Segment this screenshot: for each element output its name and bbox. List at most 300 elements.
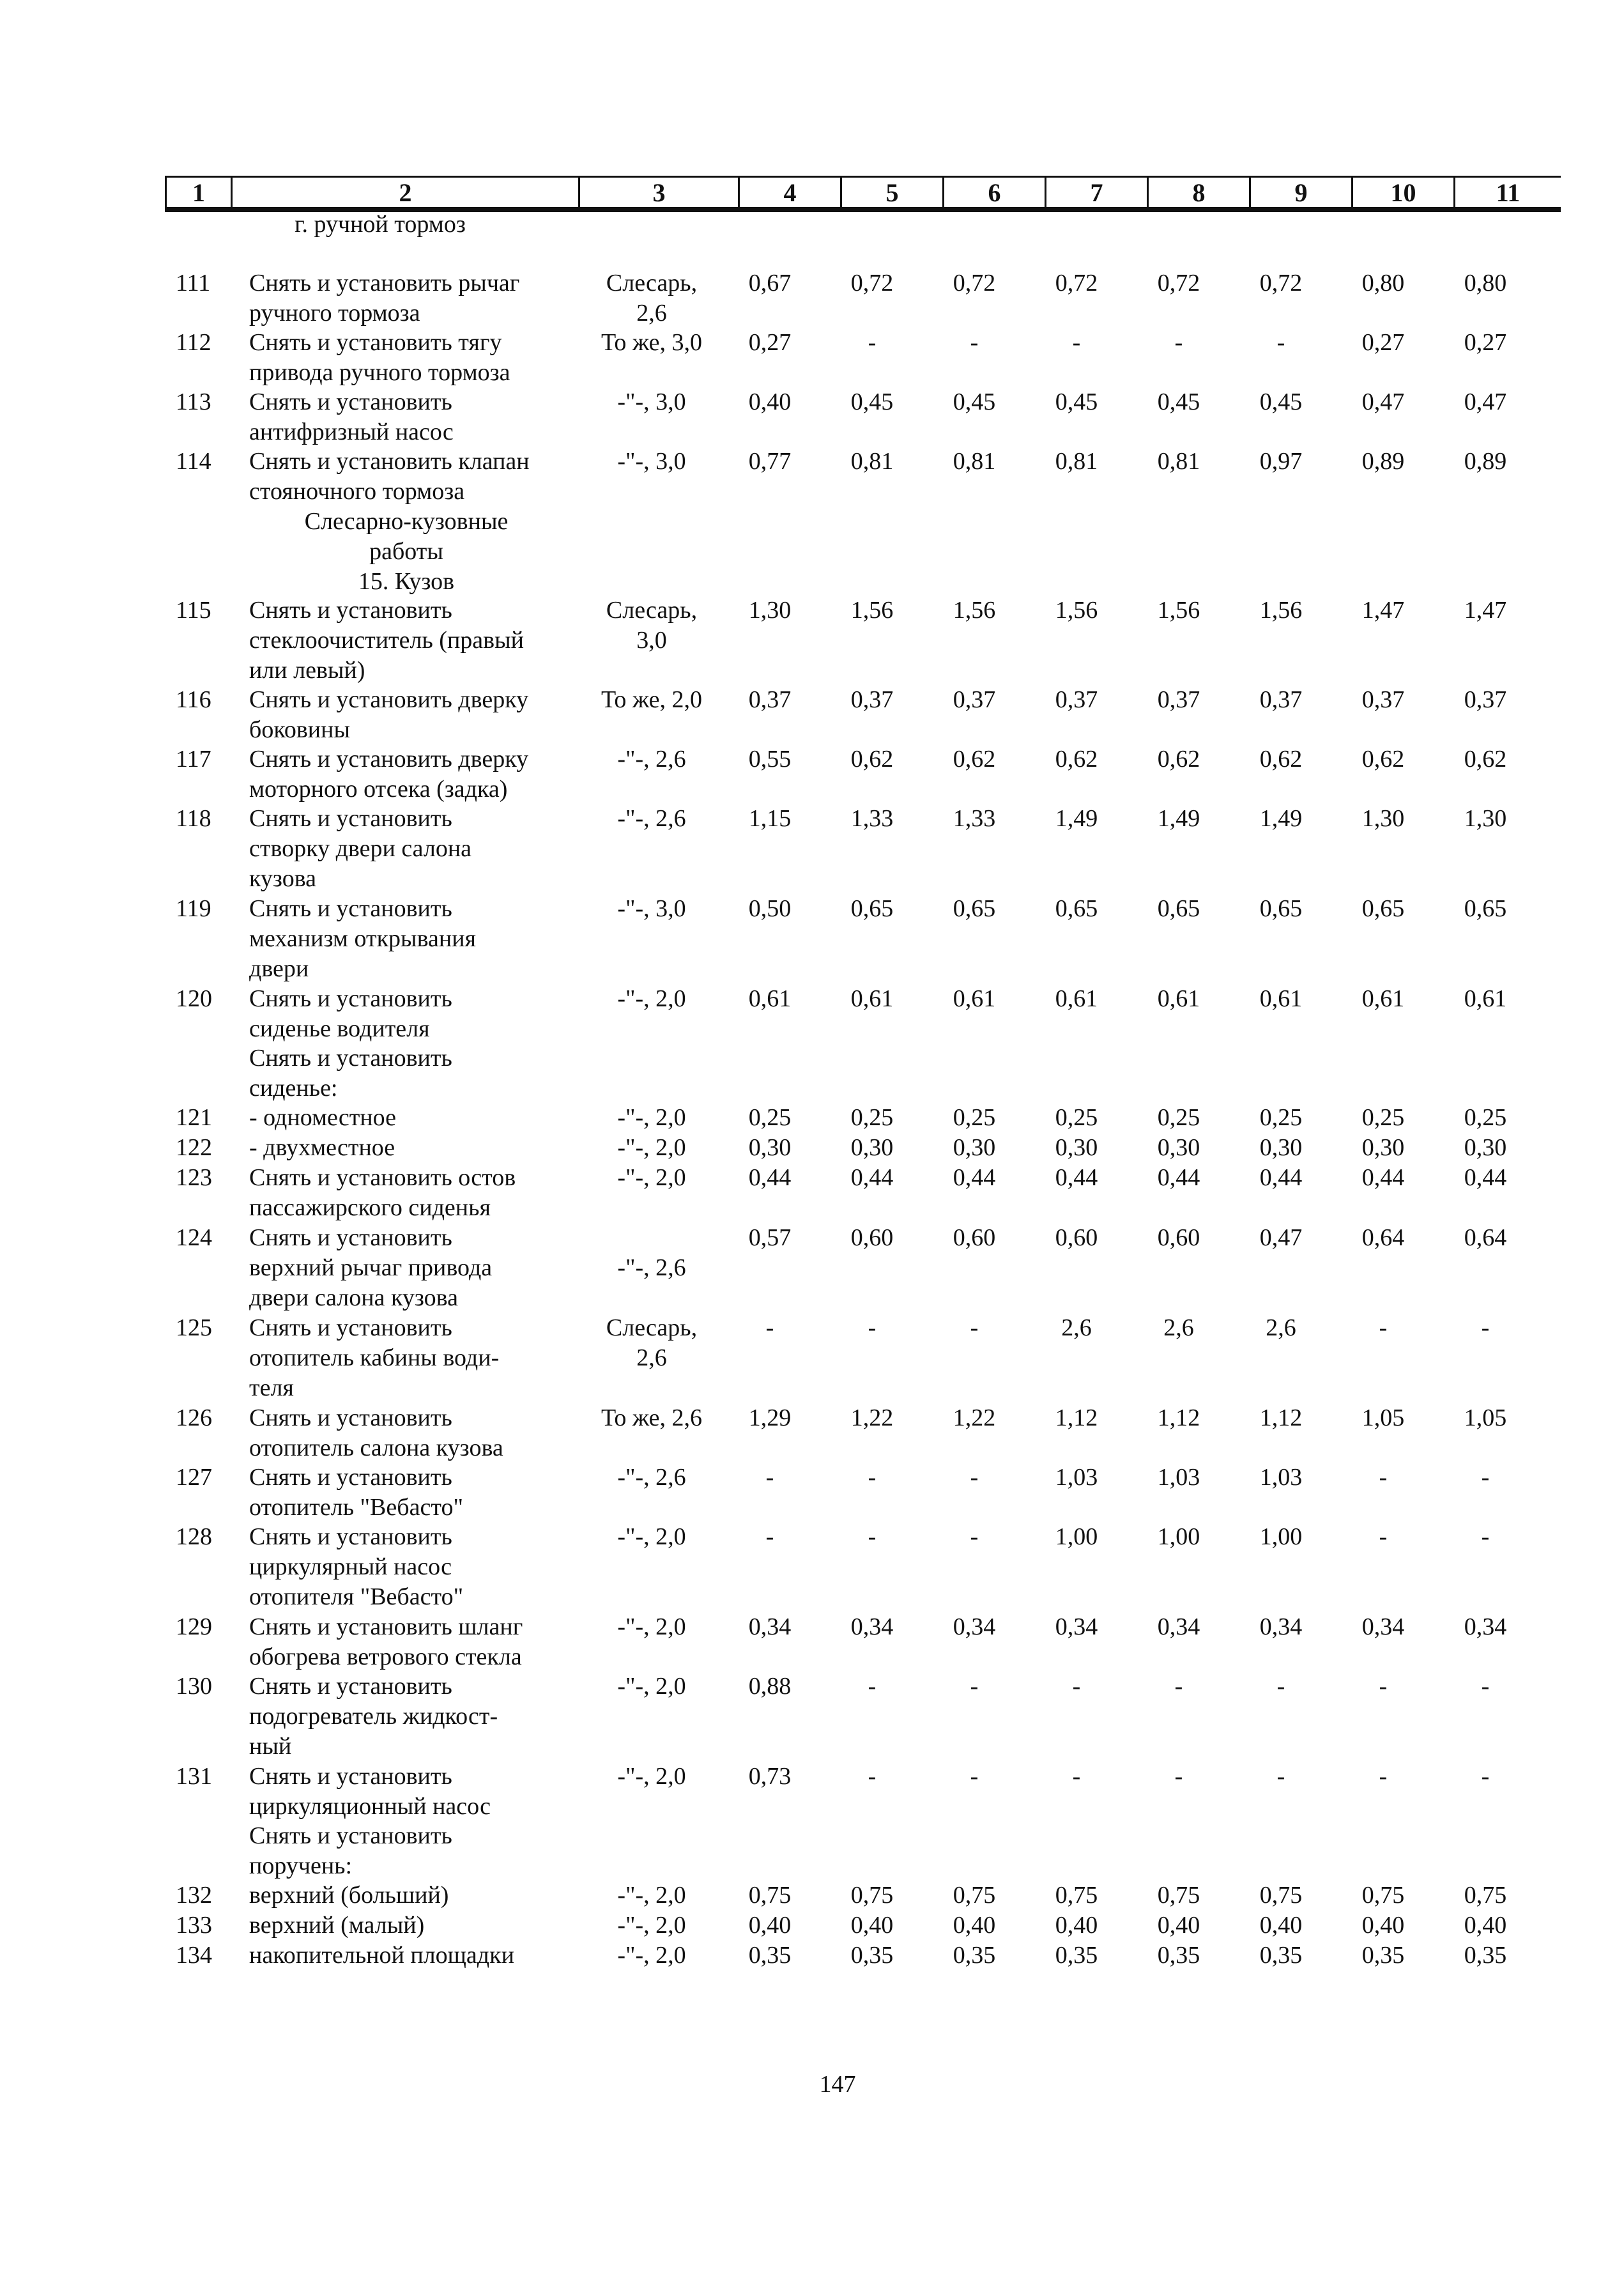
norm-value-col-10: 1,05 <box>1361 1404 1405 1431</box>
norm-value-col-8: 2,6 <box>1163 1314 1194 1341</box>
operation-description-line: стояночного тормоза <box>249 478 465 505</box>
header-col-4: 4 <box>738 176 842 209</box>
norm-value-col-5: 0,60 <box>850 1224 894 1251</box>
operation-description-line: створку двери салона <box>249 835 472 862</box>
norm-value-col-11: 1,05 <box>1464 1404 1507 1431</box>
norm-value-col-9: 0,34 <box>1259 1613 1303 1640</box>
worker-category <box>588 596 716 656</box>
operation-description-line: верхний рычаг привода <box>249 1254 493 1281</box>
norm-value-col-9: 1,56 <box>1259 597 1303 624</box>
worker-category-line: -"-, 3,0 <box>617 895 686 922</box>
row-number: 125 <box>176 1314 212 1341</box>
norm-value-col-8: 0,81 <box>1157 448 1200 475</box>
operation-description <box>249 685 563 745</box>
norm-value-col-8: 0,44 <box>1157 1164 1200 1191</box>
header-col-3: 3 <box>578 176 740 209</box>
norm-value-col-6: 0,62 <box>953 746 996 773</box>
norm-value-col-10: - <box>1379 1314 1388 1341</box>
operation-description-line: верхний (малый) <box>249 1912 425 1939</box>
norm-value-col-8: 1,03 <box>1157 1464 1200 1491</box>
worker-category <box>588 1612 716 1642</box>
operation-description <box>249 894 563 984</box>
row-number: 131 <box>176 1763 212 1790</box>
norm-value-col-11: 0,34 <box>1464 1613 1507 1640</box>
norm-value-col-10: 0,62 <box>1361 746 1405 773</box>
worker-category-line: -"-, 3,0 <box>617 448 686 475</box>
operation-description-line: Снять и установить остов <box>249 1164 516 1191</box>
operation-description-line: теля <box>249 1374 294 1401</box>
operation-description-line: - одноместное <box>249 1104 397 1131</box>
worker-category-line: -"-, 2,0 <box>617 1912 686 1939</box>
norm-value-col-6: - <box>970 1523 979 1550</box>
operation-description-line: Снять и установить <box>249 1763 452 1790</box>
worker-category-line: -"-, 2,0 <box>617 1613 686 1640</box>
worker-category-line: -"-, 2,6 <box>617 746 686 773</box>
norm-value-col-5: 0,45 <box>850 388 894 415</box>
operation-description <box>249 596 563 686</box>
norm-value-col-7: 0,44 <box>1055 1164 1098 1191</box>
norm-value-col-11: - <box>1481 1673 1490 1700</box>
worker-category-line: 2,6 <box>636 300 667 327</box>
norm-value-col-11: 1,47 <box>1464 597 1507 624</box>
norm-value-col-8: 1,12 <box>1157 1404 1200 1431</box>
norm-value-col-10: 0,30 <box>1361 1134 1405 1161</box>
norm-value-col-8: 0,37 <box>1157 686 1200 713</box>
norm-value-col-11: 0,64 <box>1464 1224 1507 1251</box>
worker-category <box>588 1463 716 1493</box>
operation-description <box>249 1881 563 1911</box>
norm-value-col-7: 0,34 <box>1055 1613 1098 1640</box>
worker-category-line: Слесарь, <box>606 1314 698 1341</box>
worker-category <box>588 1941 716 1971</box>
norm-value-col-6: - <box>970 1763 979 1790</box>
operation-description-line: Снять и установить клапан <box>249 448 530 475</box>
norm-value-col-9: 0,40 <box>1259 1912 1303 1939</box>
operation-description-line: циркулярный насос <box>249 1553 452 1580</box>
norm-value-col-7: 0,65 <box>1055 895 1098 922</box>
row-number: 132 <box>176 1882 212 1909</box>
norm-value-col-8: 0,72 <box>1157 270 1200 296</box>
norm-value-col-5: 0,72 <box>850 270 894 296</box>
row-number: 123 <box>176 1164 212 1191</box>
operation-description-line: поручень: <box>249 1852 353 1879</box>
norm-value-col-7: 0,81 <box>1055 448 1098 475</box>
norm-value-col-6: 0,65 <box>953 895 996 922</box>
norm-value-col-10: 0,61 <box>1361 985 1405 1012</box>
norm-value-col-9: - <box>1276 329 1285 356</box>
norm-value-col-6: 1,22 <box>953 1404 996 1431</box>
header-col-11: 11 <box>1453 176 1561 209</box>
norm-value-col-9: - <box>1276 1673 1285 1700</box>
row-number: 126 <box>176 1404 212 1431</box>
norm-value-col-6: 0,37 <box>953 686 996 713</box>
worker-category <box>588 447 716 477</box>
worker-category <box>588 804 716 834</box>
operation-description <box>249 387 563 447</box>
operation-description <box>249 1612 563 1672</box>
norm-value-col-6: - <box>970 1314 979 1341</box>
worker-category <box>588 1313 716 1373</box>
operation-description-line: ный <box>249 1733 292 1760</box>
norm-value-col-6: - <box>970 1673 979 1700</box>
operation-description <box>249 268 563 328</box>
worker-category <box>588 268 716 328</box>
norm-value-col-4: 0,40 <box>748 1912 792 1939</box>
row-number: 122 <box>176 1134 212 1161</box>
operation-description <box>249 1223 563 1313</box>
norm-value-col-9: - <box>1276 1763 1285 1790</box>
norm-value-col-11: 0,80 <box>1464 270 1507 296</box>
norm-value-col-6: 0,30 <box>953 1134 996 1161</box>
operation-description <box>249 1043 563 1104</box>
norm-value-col-4: 0,77 <box>748 448 792 475</box>
norm-value-col-4: 0,88 <box>748 1673 792 1700</box>
norm-value-col-7: 0,45 <box>1055 388 1098 415</box>
header-col-9: 9 <box>1249 176 1353 209</box>
norm-value-col-5: 0,62 <box>850 746 894 773</box>
norm-value-col-11: 0,65 <box>1464 895 1507 922</box>
norm-value-col-11: 0,61 <box>1464 985 1507 1012</box>
worker-category <box>588 1223 716 1283</box>
norm-value-col-9: 0,97 <box>1259 448 1303 475</box>
norm-value-col-5: 1,56 <box>850 597 894 624</box>
operation-description-line: подогреватель жидкост- <box>249 1703 498 1730</box>
norm-value-col-7: 1,49 <box>1055 805 1098 832</box>
operation-description-line: боковины <box>249 716 351 743</box>
norm-value-col-8: - <box>1174 1763 1183 1790</box>
row-number: 113 <box>176 388 211 415</box>
norm-value-col-9: 0,75 <box>1259 1882 1303 1909</box>
norm-value-col-6: - <box>970 1464 979 1491</box>
operation-description-line: механизм открывания <box>249 925 477 952</box>
norm-value-col-4: 0,67 <box>748 270 792 296</box>
norm-value-col-11: 1,30 <box>1464 805 1507 832</box>
header-col-2: 2 <box>231 176 580 209</box>
norm-value-col-6: 0,81 <box>953 448 996 475</box>
row-number: 111 <box>176 270 211 296</box>
operation-description-line: стеклоочиститель (правый <box>249 627 524 654</box>
norm-value-col-8: - <box>1174 1673 1183 1700</box>
header-col-8: 8 <box>1147 176 1251 209</box>
norm-value-col-10: - <box>1379 1523 1388 1550</box>
norm-value-col-10: 0,65 <box>1361 895 1405 922</box>
norm-value-col-4: - <box>765 1464 774 1491</box>
norm-value-col-4: 0,30 <box>748 1134 792 1161</box>
worker-category-line: -"-, 2,0 <box>617 1763 686 1790</box>
worker-category <box>588 744 716 774</box>
norm-value-col-4: 0,27 <box>748 329 792 356</box>
worker-category <box>588 1522 716 1552</box>
norm-value-col-7: 0,72 <box>1055 270 1098 296</box>
operation-description <box>249 1672 563 1762</box>
norm-value-col-4: 0,25 <box>748 1104 792 1131</box>
row-number: 118 <box>176 805 211 832</box>
worker-category <box>588 1881 716 1911</box>
worker-category-line: -"-, 2,0 <box>617 1104 686 1131</box>
worker-category-line: -"-, 2,0 <box>617 985 686 1012</box>
norm-value-col-11: - <box>1481 1523 1490 1550</box>
norm-value-col-6: 1,56 <box>953 597 996 624</box>
row-number: 117 <box>176 746 211 773</box>
worker-category-line: -"-, 2,6 <box>617 1254 686 1281</box>
norm-value-col-11: 0,35 <box>1464 1942 1507 1969</box>
norm-value-col-5: 0,44 <box>850 1164 894 1191</box>
norm-value-col-9: 0,65 <box>1259 895 1303 922</box>
norm-value-col-5: 0,75 <box>850 1882 894 1909</box>
operation-description-line: Снять и установить <box>249 895 452 922</box>
header-col-1: 1 <box>165 176 233 209</box>
norm-value-col-5: 0,34 <box>850 1613 894 1640</box>
norm-value-col-11: - <box>1481 1763 1490 1790</box>
norm-value-col-7: 1,03 <box>1055 1464 1098 1491</box>
norm-value-col-6: 0,61 <box>953 985 996 1012</box>
norm-value-col-9: 0,45 <box>1259 388 1303 415</box>
worker-category-line: -"-, 2,0 <box>617 1164 686 1191</box>
norm-value-col-5: 1,22 <box>850 1404 894 1431</box>
norm-value-col-10: - <box>1379 1763 1388 1790</box>
worker-category <box>588 894 716 924</box>
norm-value-col-7: 0,37 <box>1055 686 1098 713</box>
norm-value-col-7: - <box>1072 1673 1081 1700</box>
worker-category-line <box>588 1223 716 1253</box>
norm-value-col-10: 0,35 <box>1361 1942 1405 1969</box>
norm-value-col-5: 0,30 <box>850 1134 894 1161</box>
norm-value-col-5: 0,40 <box>850 1912 894 1939</box>
norm-value-col-8: 0,75 <box>1157 1882 1200 1909</box>
norm-value-col-9: 0,47 <box>1259 1224 1303 1251</box>
norm-value-col-4: 0,50 <box>748 895 792 922</box>
norm-value-col-9: 0,72 <box>1259 270 1303 296</box>
norm-value-col-8: 0,35 <box>1157 1942 1200 1969</box>
operation-description <box>249 1522 563 1612</box>
worker-category <box>588 1672 716 1702</box>
row-number: 127 <box>176 1464 212 1491</box>
norm-value-col-9: 2,6 <box>1266 1314 1296 1341</box>
row-number: 112 <box>176 329 211 356</box>
norm-value-col-11: 0,47 <box>1464 388 1507 415</box>
norm-value-col-7: 0,25 <box>1055 1104 1098 1131</box>
norm-value-col-6: 0,40 <box>953 1912 996 1939</box>
norm-value-col-7: 0,60 <box>1055 1224 1098 1251</box>
operation-description-line: Снять и установить рычаг <box>249 270 520 296</box>
header-col-10: 10 <box>1351 176 1455 209</box>
norm-value-col-10: 1,47 <box>1361 597 1405 624</box>
norm-value-col-6: 0,34 <box>953 1613 996 1640</box>
operation-description <box>249 1103 563 1133</box>
norm-value-col-7: 1,00 <box>1055 1523 1098 1550</box>
norm-value-col-7: 0,62 <box>1055 746 1098 773</box>
worker-category <box>588 1103 716 1133</box>
norm-value-col-9: 1,49 <box>1259 805 1303 832</box>
operation-description-line: пассажирского сиденья <box>249 1194 491 1221</box>
worker-category-line: -"-, 2,0 <box>617 1134 686 1161</box>
operation-description-line: Снять и установить <box>249 985 452 1012</box>
norm-value-col-10: 0,80 <box>1361 270 1405 296</box>
norm-value-col-7: 1,56 <box>1055 597 1098 624</box>
operation-description-line: отопитель кабины води- <box>249 1344 500 1371</box>
operation-description-line: Снять и установить дверку <box>249 686 529 713</box>
section-body-works-line-3: 15. Кузов <box>358 568 455 595</box>
norm-value-col-7: 2,6 <box>1061 1314 1092 1341</box>
norm-value-col-4: 1,29 <box>748 1404 792 1431</box>
norm-value-col-11: 0,89 <box>1464 448 1507 475</box>
norm-value-col-4: 0,34 <box>748 1613 792 1640</box>
operation-description-line: Снять и установить тягу <box>249 329 502 356</box>
norm-value-col-8: 0,62 <box>1157 746 1200 773</box>
norm-value-col-8: 0,65 <box>1157 895 1200 922</box>
operation-description-line: Снять и установить <box>249 1404 452 1431</box>
norm-value-col-11: - <box>1481 1314 1490 1341</box>
norm-value-col-7: 0,40 <box>1055 1912 1098 1939</box>
norm-value-col-5: - <box>868 1673 877 1700</box>
norm-value-col-9: 1,12 <box>1259 1404 1303 1431</box>
operation-description <box>249 1463 563 1523</box>
operation-description <box>249 1821 563 1881</box>
operation-description-line: двери <box>249 955 309 982</box>
norm-value-col-5: 1,33 <box>850 805 894 832</box>
norm-value-col-5: 0,35 <box>850 1942 894 1969</box>
norm-value-col-4: 1,15 <box>748 805 792 832</box>
norm-value-col-4: - <box>765 1523 774 1550</box>
operation-description-line: Снять и установить <box>249 1673 452 1700</box>
operation-description-line: - двухместное <box>249 1134 395 1161</box>
row-number: 115 <box>176 597 211 624</box>
norm-value-col-10: 0,64 <box>1361 1224 1405 1251</box>
row-number: 120 <box>176 985 212 1012</box>
row-number: 114 <box>176 448 211 475</box>
norm-value-col-9: 1,03 <box>1259 1464 1303 1491</box>
column-number-header <box>165 176 1561 213</box>
operation-description-line: Снять и установить <box>249 1314 452 1341</box>
operation-description-line: Снять и установить <box>249 1523 452 1550</box>
operation-description <box>249 1941 563 1971</box>
worker-category-line: -"-, 2,6 <box>617 1464 686 1491</box>
operation-description-line: Снять и установить <box>249 1464 452 1491</box>
worker-category <box>588 1133 716 1163</box>
worker-category-line: -"-, 2,6 <box>617 805 686 832</box>
norm-value-col-6: - <box>970 329 979 356</box>
norm-value-col-8: 0,45 <box>1157 388 1200 415</box>
worker-category <box>588 1762 716 1792</box>
norm-value-col-9: 1,00 <box>1259 1523 1303 1550</box>
norm-value-col-4: 0,57 <box>748 1224 792 1251</box>
operation-description-line: обогрева ветрового стекла <box>249 1643 522 1670</box>
norm-value-col-6: 0,75 <box>953 1882 996 1909</box>
header-col-5: 5 <box>840 176 944 209</box>
norm-value-col-4: 0,55 <box>748 746 792 773</box>
worker-category-line: -"-, 2,0 <box>617 1882 686 1909</box>
norm-value-col-6: 0,44 <box>953 1164 996 1191</box>
operation-description-line: отопителя "Вебасто" <box>249 1583 464 1610</box>
norm-value-col-8: 0,40 <box>1157 1912 1200 1939</box>
norm-value-col-4: 1,30 <box>748 597 792 624</box>
norm-value-col-6: 1,33 <box>953 805 996 832</box>
operation-description-line: Снять и установить <box>249 1822 452 1849</box>
operation-description-line: Снять и установить <box>249 805 452 832</box>
norm-value-col-7: 0,35 <box>1055 1942 1098 1969</box>
norm-value-col-5: 0,65 <box>850 895 894 922</box>
worker-category <box>588 387 716 417</box>
worker-category-line: То же, 2,6 <box>601 1404 702 1431</box>
norm-value-col-11: 0,37 <box>1464 686 1507 713</box>
norm-value-col-10: - <box>1379 1673 1388 1700</box>
operation-description <box>249 1133 563 1163</box>
norm-value-col-4: - <box>765 1314 774 1341</box>
row-number: 119 <box>176 895 211 922</box>
norm-value-col-6: 0,72 <box>953 270 996 296</box>
norm-value-col-5: - <box>868 329 877 356</box>
row-number: 129 <box>176 1613 212 1640</box>
section-hand-brake: г. ручной тормоз <box>295 211 466 238</box>
worker-category-line: Слесарь, <box>606 270 698 296</box>
norm-value-col-10: 0,47 <box>1361 388 1405 415</box>
operation-description-line: накопительной площадки <box>249 1942 514 1969</box>
operation-description-line: сиденье: <box>249 1075 338 1102</box>
norm-value-col-11: 0,40 <box>1464 1912 1507 1939</box>
norm-value-col-4: 0,44 <box>748 1164 792 1191</box>
norm-value-col-4: 0,40 <box>748 388 792 415</box>
operation-description <box>249 328 563 388</box>
operation-description-line: Снять и установить дверку <box>249 746 529 773</box>
norm-value-col-10: 0,25 <box>1361 1104 1405 1131</box>
section-body-works-line-2: работы <box>369 538 443 565</box>
section-body-works <box>249 507 563 597</box>
operation-description-line: Снять и установить шланг <box>249 1613 523 1640</box>
section-body-works-line-1: Слесарно-кузовные <box>304 508 509 535</box>
worker-category-line: -"-, 2,0 <box>617 1523 686 1550</box>
operation-description-line: двери салона кузова <box>249 1284 458 1311</box>
operation-description-line: Снять и установить <box>249 597 452 624</box>
page-number: 147 <box>819 2071 856 2098</box>
norm-value-col-8: - <box>1174 329 1183 356</box>
norm-value-col-7: - <box>1072 329 1081 356</box>
norm-value-col-6: 0,45 <box>953 388 996 415</box>
norm-value-col-8: 1,00 <box>1157 1523 1200 1550</box>
norm-value-col-10: 0,27 <box>1361 329 1405 356</box>
norm-value-col-8: 1,49 <box>1157 805 1200 832</box>
row-number: 121 <box>176 1104 212 1131</box>
norm-value-col-9: 0,25 <box>1259 1104 1303 1131</box>
row-number: 128 <box>176 1523 212 1550</box>
norm-value-col-9: 0,44 <box>1259 1164 1303 1191</box>
norm-value-col-11: 0,44 <box>1464 1164 1507 1191</box>
operation-description <box>249 744 563 804</box>
worker-category-line: Слесарь, <box>606 597 698 624</box>
worker-category-line: -"-, 2,0 <box>617 1673 686 1700</box>
worker-category-line: То же, 3,0 <box>601 329 702 356</box>
operation-description-line: отопитель "Вебасто" <box>249 1494 463 1521</box>
norm-value-col-5: - <box>868 1464 877 1491</box>
norm-value-col-11: 0,30 <box>1464 1134 1507 1161</box>
norm-value-col-10: 0,37 <box>1361 686 1405 713</box>
worker-category <box>588 1403 716 1433</box>
norm-value-col-11: 0,75 <box>1464 1882 1507 1909</box>
row-number: 134 <box>176 1942 212 1969</box>
row-number: 130 <box>176 1673 212 1700</box>
row-number: 124 <box>176 1224 212 1251</box>
header-col-6: 6 <box>942 176 1046 209</box>
norm-value-col-10: 1,30 <box>1361 805 1405 832</box>
norm-value-col-5: - <box>868 1314 877 1341</box>
norm-value-col-7: 0,61 <box>1055 985 1098 1012</box>
worker-category-line: -"-, 2,0 <box>617 1942 686 1969</box>
norm-value-col-9: 0,30 <box>1259 1134 1303 1161</box>
norm-value-col-8: 0,61 <box>1157 985 1200 1012</box>
worker-category <box>588 328 716 358</box>
operation-description <box>249 1313 563 1403</box>
operation-description <box>249 1163 563 1223</box>
operation-description-line: Снять и установить <box>249 1045 452 1072</box>
